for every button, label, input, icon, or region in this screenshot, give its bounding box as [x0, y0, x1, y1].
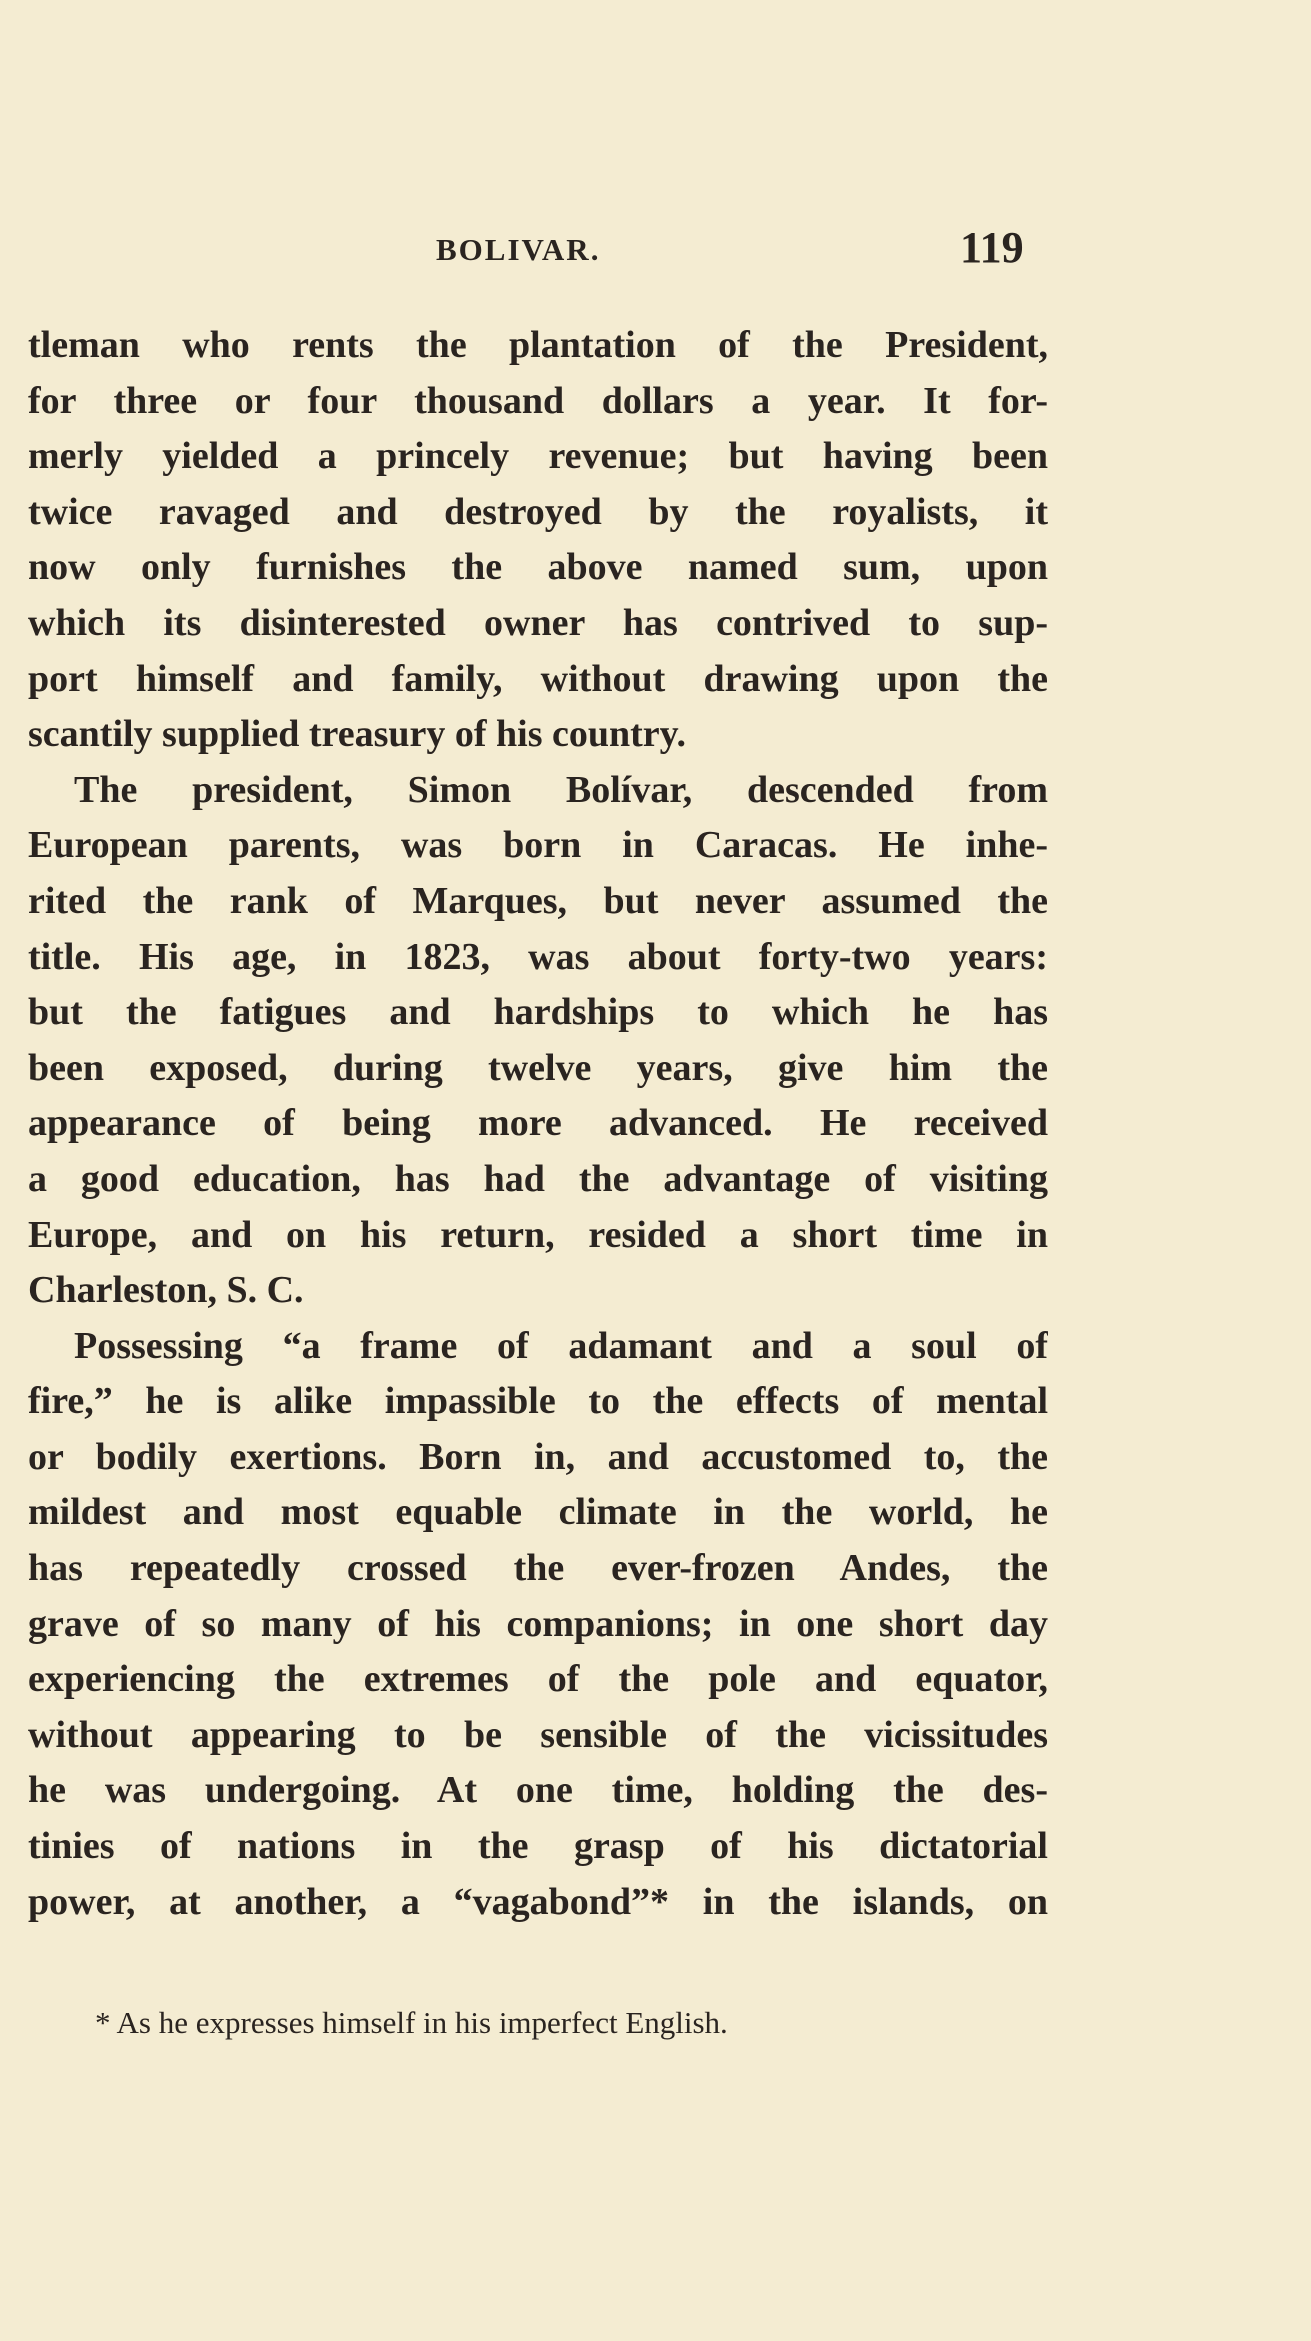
text-line: power, at another, a “vagabond”* in the islands, on [28, 1880, 1048, 1923]
text-line: for three or four thousand dollars a year. It for- [28, 379, 1048, 422]
text-line: been exposed, during twelve years, give him the [28, 1046, 1048, 1089]
text-line: has repeatedly crossed the ever-frozen Andes, the [28, 1547, 1048, 1590]
text-line: or bodily exertions. Born in, and accustomed to, the [28, 1435, 1048, 1478]
text-line: but the fatigues and hardships to which he has [28, 991, 1048, 1034]
text-line: title. His age, in 1823, was about forty-two years: [28, 935, 1048, 978]
text-line: a good education, has had the advantage of visiting [28, 1157, 1048, 1200]
body-text [28, 318, 1048, 1930]
text-line: now only furnishes the above named sum, upon [28, 546, 1048, 589]
footnote: * As he expresses himself in his imperfect English. [95, 2005, 728, 2040]
text-line: he was undergoing. At one time, holding the des- [28, 1769, 1048, 1812]
text-line: scantily supplied treasury of his country. [28, 713, 687, 756]
text-line: tinies of nations in the grasp of his dictatorial [28, 1825, 1048, 1868]
page-header [0, 222, 1311, 282]
text-line: rited the rank of Marques, but never assumed the [28, 879, 1048, 922]
text-line: Charleston, S. C. [28, 1269, 304, 1312]
text-line: without appearing to be sensible of the vicissitudes [28, 1713, 1048, 1756]
text-line: merly yielded a princely revenue; but having been [28, 435, 1048, 478]
text-line: which its disinterested owner has contrived to sup- [28, 601, 1048, 644]
text-line: Possessing “a frame of adamant and a soul of [74, 1324, 1048, 1367]
text-line: mildest and most equable climate in the world, he [28, 1491, 1048, 1534]
text-line: appearance of being more advanced. He received [28, 1102, 1048, 1145]
text-line: grave of so many of his companions; in one short day [28, 1602, 1048, 1645]
footnote-divider [28, 1955, 1048, 1956]
text-line: port himself and family, without drawing upon the [28, 657, 1048, 700]
text-line: fire,” he is alike impassible to the effects of mental [28, 1380, 1048, 1423]
text-line: twice ravaged and destroyed by the royalists, it [28, 490, 1048, 533]
text-line: Europe, and on his return, resided a short time in [28, 1213, 1048, 1256]
text-line: European parents, was born in Caracas. He inhe- [28, 824, 1048, 867]
page-number: 119 [960, 223, 1024, 272]
text-line: tleman who rents the plantation of the President, [28, 324, 1048, 366]
text-line: The president, Simon Bolívar, descended from [74, 768, 1048, 811]
running-head: BOLIVAR. [436, 232, 601, 267]
text-line: experiencing the extremes of the pole and equator, [28, 1658, 1048, 1701]
